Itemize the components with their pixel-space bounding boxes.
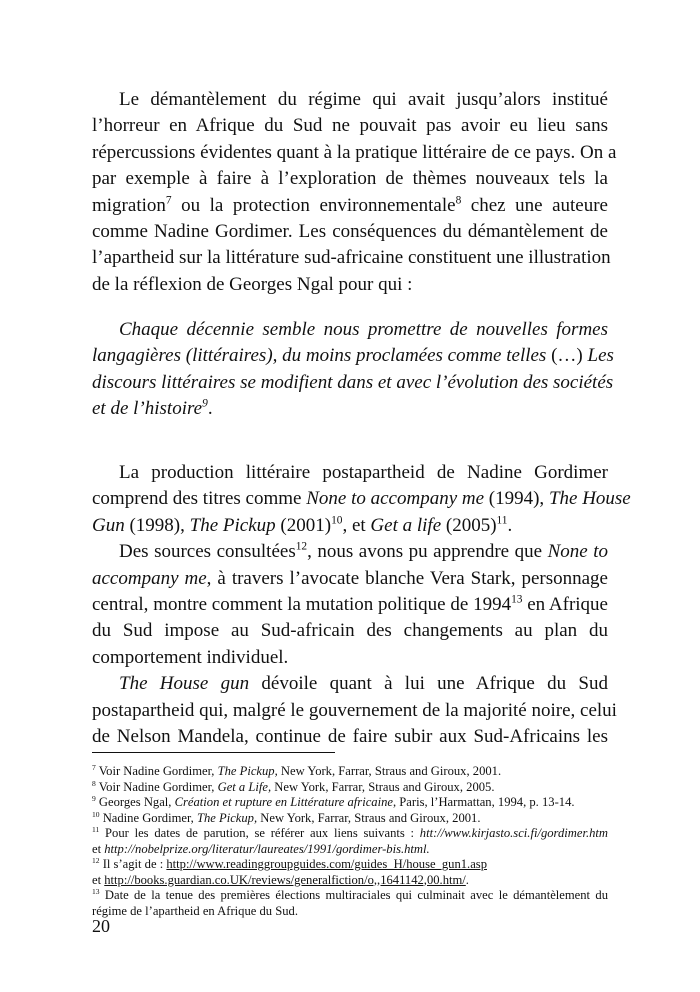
footnote-ref: 13 — [92, 886, 100, 896]
text-segment: Chaque décennie semble nous promettre de nouvelles formes — [119, 319, 608, 340]
text-segment: en Afrique — [522, 593, 608, 615]
text-segment: . — [465, 872, 469, 887]
text-line — [92, 370, 614, 396]
text-line — [92, 842, 608, 858]
text-segment: comme Nadine Gordimer. Les conséquences du démantèlement de — [92, 220, 608, 242]
text-segment: None to — [547, 541, 608, 563]
text-segment: Des sources consultées — [119, 541, 296, 563]
text-line — [92, 87, 608, 113]
page-number: 20 — [92, 916, 110, 936]
text-segment: htt://www.kirjasto.sci.fi/gordimer.htm — [419, 826, 608, 840]
text-line — [92, 592, 608, 618]
text-line — [92, 343, 614, 369]
footnote-ref: 11 — [496, 514, 508, 527]
text-segment: Nadine Gordimer, — [99, 810, 197, 825]
text-segment: The Pickup, — [196, 810, 258, 825]
text-segment: New York, Farrar, Straus and Giroux, 2005. — [271, 779, 495, 794]
text-segment: (2005) — [441, 514, 497, 536]
text-segment: (1994), — [484, 488, 549, 510]
footnote-separator — [92, 752, 335, 753]
footnote-ref: 10 — [331, 514, 343, 527]
footnote-ref: 8 — [455, 194, 462, 207]
text-line — [92, 873, 608, 889]
text-line — [92, 513, 608, 539]
text-segment: langagières (littéraires), du moins proclamées comme telles — [92, 345, 552, 367]
text-segment: Création et rupture en Littérature africaine — [174, 795, 393, 809]
text-segment: dévoile quant à lui une Afrique du Sud — [249, 673, 608, 695]
text-segment: par exemple à faire à l’exploration de thèmes nouveaux tels la — [92, 168, 608, 190]
text-segment: de la réflexion de Georges Ngal pour qui : — [92, 273, 413, 295]
text-segment: répercussions évidentes quant à la pratique littéraire de ce pays. On a — [92, 141, 617, 163]
text-segment: (…) — [551, 345, 583, 367]
text-segment: , à travers l’avocate blanche Vera Stark, personnage — [206, 567, 608, 589]
paragraph-gordimer-works — [92, 460, 631, 750]
text-line — [92, 219, 608, 245]
text-segment: Il s’agit de : — [99, 857, 167, 871]
text-segment: (2001) — [275, 514, 332, 536]
text-segment: Voir Nadine Gordimer, — [95, 779, 218, 794]
text-line — [92, 764, 608, 780]
text-line — [92, 811, 608, 827]
footnote-ref: 7 — [165, 194, 172, 207]
text-line — [92, 460, 608, 486]
text-segment: The House — [548, 488, 631, 510]
text-segment: migration — [92, 194, 166, 216]
text-segment: et — [92, 841, 105, 856]
text-segment: du Sud impose au Sud-africain des changements au plan du — [92, 620, 608, 642]
text-segment: Voir Nadine Gordimer, — [95, 764, 218, 778]
link-text[interactable]: http://books.guardian.co.UK/reviews/generalfiction/o,,1641142,00.htm/ — [104, 872, 466, 887]
text-segment: , et — [342, 514, 371, 536]
text-segment: None to accompany me — [306, 488, 485, 510]
text-line — [92, 317, 608, 343]
text-line — [92, 857, 608, 873]
text-segment: The Pickup, — [217, 764, 278, 778]
text-segment: Pour les dates de parution, se référer aux liens suivants : — [99, 826, 420, 840]
block-quote-ngal — [92, 317, 614, 423]
text-line — [92, 618, 608, 644]
text-line — [92, 724, 608, 750]
text-segment: Get a Life, — [217, 779, 272, 794]
text-segment: régime de l’apartheid en Afrique du Sud. — [92, 903, 298, 918]
footnote-ref: 13 — [511, 593, 523, 606]
text-segment: Date de la tenue des premières élections multiraciales qui culminait avec le démantèlement du — [99, 888, 608, 902]
footnote-ref: 9 — [202, 397, 208, 410]
text-segment: Le démantèlement du régime qui avait jusqu’alors institué — [119, 89, 608, 110]
text-segment: The Pickup — [189, 514, 276, 536]
footnotes — [92, 764, 608, 919]
text-segment: . — [207, 398, 213, 420]
text-line — [92, 193, 608, 219]
text-line — [92, 245, 611, 271]
paragraph-intro — [92, 87, 617, 298]
footnote-ref: 12 — [92, 855, 100, 865]
footnote-ref: 9 — [92, 793, 96, 803]
text-line — [92, 113, 608, 139]
text-segment: (1998), — [124, 514, 190, 536]
text-segment: New York, Farrar, Straus and Giroux, 2001. — [257, 810, 481, 825]
footnote-ref: 8 — [92, 778, 96, 788]
text-segment: Georges Ngal, — [95, 795, 175, 809]
text-segment: The House gun — [119, 673, 250, 695]
footnote-ref: 12 — [295, 540, 308, 553]
text-line — [92, 486, 631, 512]
text-segment: Les — [582, 345, 614, 367]
text-segment: chez une auteure — [461, 194, 608, 216]
text-line — [92, 539, 608, 565]
text-segment: accompany me — [92, 567, 207, 589]
text-segment: Gun — [92, 514, 125, 536]
text-segment: et — [92, 872, 105, 887]
text-segment: , Paris, l’Harmattan, 1994, p. 13-14. — [392, 795, 575, 809]
text-segment: comprend des titres comme — [92, 488, 307, 510]
text-line — [92, 396, 608, 422]
link-text[interactable]: http://www.readinggroupguides.com/guides_H/house_gun1.asp — [166, 857, 487, 871]
text-segment: comportement individuel. — [92, 646, 289, 668]
footnote-ref: 11 — [92, 824, 100, 834]
text-line — [92, 272, 608, 298]
text-segment: l’horreur en Afrique du Sud ne pouvait pas avoir eu lieu sans — [92, 115, 608, 137]
text-line — [92, 166, 608, 192]
footnote-ref: 7 — [92, 762, 96, 772]
text-segment: La production littéraire postapartheid de Nadine Gordimer — [119, 462, 608, 483]
text-segment: de Nelson Mandela, continue de faire subir aux Sud-Africains les — [92, 725, 608, 747]
text-segment: discours littéraires se modifient dans et avec l’évolution des sociétés — [92, 371, 614, 393]
text-segment: . — [507, 514, 513, 536]
text-segment: central, montre comment la mutation politique de 1994 — [92, 593, 512, 615]
text-line — [92, 795, 608, 811]
text-line — [92, 140, 617, 166]
text-line — [92, 826, 608, 842]
text-line — [92, 904, 608, 920]
text-line — [92, 566, 608, 592]
text-segment: postapartheid qui, malgré le gouvernement de la majorité noire, celui — [92, 699, 617, 721]
text-line — [92, 671, 608, 697]
text-line — [92, 645, 608, 671]
text-segment: et de l’histoire — [92, 398, 203, 420]
text-segment: http://nobelprize.org/literatur/laureates/1991/gordimer-bis.html. — [104, 841, 430, 856]
text-segment: , nous avons pu apprendre que — [307, 541, 548, 563]
text-line — [92, 780, 608, 796]
text-segment: ou la protection environnementale — [171, 194, 456, 216]
text-segment: New York, Farrar, Straus and Giroux, 2001. — [277, 764, 502, 778]
text-segment: Get a life — [370, 514, 442, 536]
text-line — [92, 698, 617, 724]
text-line — [92, 888, 608, 904]
text-segment: l’apartheid sur la littérature sud-africaine constituent une illustration — [92, 247, 611, 269]
footnote-ref: 10 — [92, 809, 100, 819]
